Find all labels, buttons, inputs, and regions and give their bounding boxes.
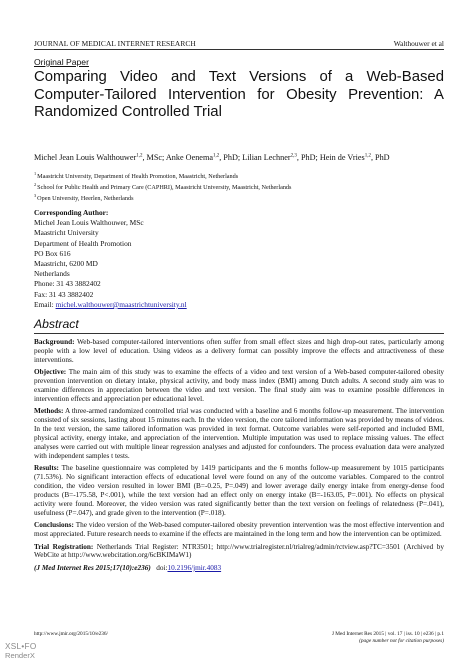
citation-line [34, 564, 444, 573]
abstract-methods [34, 407, 444, 460]
section-label: Conclusions: [34, 521, 74, 530]
author-name: Lilian Lechner [242, 153, 291, 162]
footer-page-info: J Med Internet Res 2015 | vol. 17 | iss. 10 | e236 | p.1 [331, 631, 444, 637]
corresponding-line: Netherlands [34, 269, 70, 279]
abstract-results [34, 464, 444, 517]
section-text: The baseline questionnaire was completed by 1419 participants and the 6 months follow-up measurement by 1015 participants (71.53%). No significant interaction effects of educational level were found on any of the outcome variables. Compared to the control condition, the video version resulted in lower BMI (B=-0.25, P=.049) and lower average daily energy intake from energy-dense food products (B=-175.58, P<.001), while the text version had an effect only on energy intake (B=-163.05, P=.001). No effects on physical activity were found. Moreover, the video version was rated significantly better than the text version on feelings of relatedness (P=.041), usefulness (P=.047), and grade given to the intervention (P=.018). [34, 464, 444, 517]
affiliation-number: 3 [34, 193, 37, 198]
author-affil-sup: 1,2 [136, 153, 143, 159]
corresponding-line: Maastricht University [34, 228, 99, 238]
abstract-divider [34, 333, 444, 334]
affiliation-text: Open University, Heerlen, Netherlands [37, 195, 134, 203]
renderx-logo-text: RenderX [5, 651, 35, 660]
section-text: A three-armed randomized controlled trial was conducted with a baseline and 6 months follow-up measurement. The intervention consisted of six sessions, lasting about 15 minutes each. In the video version, the core tailored information was provided by means of videos. In the text version, the same tailored information was provided in text format. Outcome variables were self-reported and included BMI, physical activity, energy intake, and appreciation of the intervention. Multiple imputation was used to replace missing values. The effect analyses were carried out with multiple linear regression analyses and adjusted for confounders. The process evaluation data were analyzed with independent samples t tests. [34, 407, 444, 460]
section-text: Web-based computer-tailored interventions often suffer from small effect sizes and high drop-out rates, particularly among people with a low level of education. Using videos as a delivery format can possibly improve the effects and attractiveness of these interventions. [34, 338, 444, 364]
author-affil-sup: 2,3 [290, 153, 297, 159]
author-name: Michel Jean Louis Walthouwer [34, 153, 137, 162]
abstract-conclusions [34, 521, 444, 539]
author-degree: , PhD; [296, 153, 320, 162]
author-list [34, 153, 444, 162]
footer-url: http://www.jmir.org/2015/10/e236/ [34, 631, 109, 637]
header-divider [34, 49, 444, 50]
email-link[interactable]: michel.walthouwer@maastrichtuniversity.nl [55, 299, 187, 309]
author-affil-sup: 1,2 [364, 153, 371, 159]
journal-name: JOURNAL OF MEDICAL INTERNET RESEARCH [34, 39, 196, 48]
paper-type: Original Paper [34, 57, 89, 67]
paper-title: Comparing Video and Text Versions of a Web-Based Computer-Tailored Intervention for Obesity Prevention: A Randomized Controlled Trial [34, 69, 444, 121]
affiliation-1 [34, 171, 238, 180]
corresponding-author-label: Corresponding Author: [34, 208, 109, 217]
author-name: Hein de Vries [319, 153, 365, 162]
affiliation-3 [34, 193, 134, 202]
abstract-heading: Abstract [34, 317, 79, 331]
xslfo-logo-text: XSL•FO [5, 642, 37, 651]
corresponding-line: Michel Jean Louis Walthouwer, MSc [34, 218, 144, 228]
section-text: The video version of the Web-based computer-tailored obesity prevention intervention was the most effective intervention and most appreciated. Future research needs to examine if the effects are maintained in the long term and how the intervention can be optimized. [34, 521, 444, 539]
corresponding-line: Maastricht, 6200 MD [34, 259, 98, 269]
doi-link[interactable]: 10.2196/jmir.4083 [167, 563, 222, 572]
author-degree: , PhD [370, 153, 390, 162]
footer-page-info-block [332, 631, 444, 645]
affiliation-number: 1 [34, 171, 37, 176]
corresponding-line: Department of Health Promotion [34, 238, 132, 248]
author-degree: , PhD; [219, 153, 243, 162]
doi-label: doi: [156, 563, 168, 572]
affiliation-text: School for Public Health and Primary Care (CAPHRI), Maastricht University, Maastricht, Netherlands [37, 184, 292, 192]
section-label: Background: [34, 338, 75, 346]
abstract-objective [34, 368, 444, 404]
section-label: Methods: [34, 407, 64, 416]
author-name: Anke Oenema [165, 153, 213, 162]
abstract-background [34, 338, 444, 365]
section-label: Results: [34, 464, 59, 473]
abstract-body [34, 338, 444, 576]
affiliation-2 [34, 182, 291, 191]
affiliation-number: 2 [34, 182, 37, 187]
citation-ref: (J Med Internet Res 2015;17(10):e236) [34, 563, 151, 572]
footer-page-note: (page number not for citation purposes) [359, 638, 444, 644]
corresponding-phone: Phone: 31 43 3882402 [34, 279, 101, 289]
section-label: Trial Registration: [34, 542, 94, 551]
section-label: Objective: [34, 368, 67, 377]
corresponding-fax: Fax: 31 43 3882402 [34, 289, 94, 299]
corresponding-email-line [34, 300, 187, 310]
abstract-trial-registration [34, 543, 444, 561]
corresponding-line: PO Box 616 [34, 248, 71, 258]
running-author: Walthouwer et al [393, 39, 444, 48]
section-text: Netherlands Trial Register: NTR3501; http://www.trialregister.nl/trialreg/admin/rctview.asp?TC=3501 (Archived by WebCite at http://www.webcitation.org/6cBKIMaW1) [34, 542, 445, 560]
renderx-logo [5, 642, 43, 660]
author-degree: , MSc; [142, 153, 166, 162]
section-text: The main aim of this study was to examine the effects of a video and text version of a Web-based computer-tailored obesity prevention intervention on dietary intake, physical activity, and body mass index (BMI) among Dutch adults. A second study aim was to examine differences in appreciation between the video and text version. The final study aim was to examine possible differences in intervention effects and appreciation per educational level. [34, 368, 444, 403]
affiliation-text: Maastricht University, Department of Health Promotion, Maastricht, Netherlands [37, 173, 239, 181]
corresponding-author-block [34, 208, 187, 310]
email-label: Email: [34, 299, 56, 309]
author-affil-sup: 1,2 [212, 153, 220, 159]
